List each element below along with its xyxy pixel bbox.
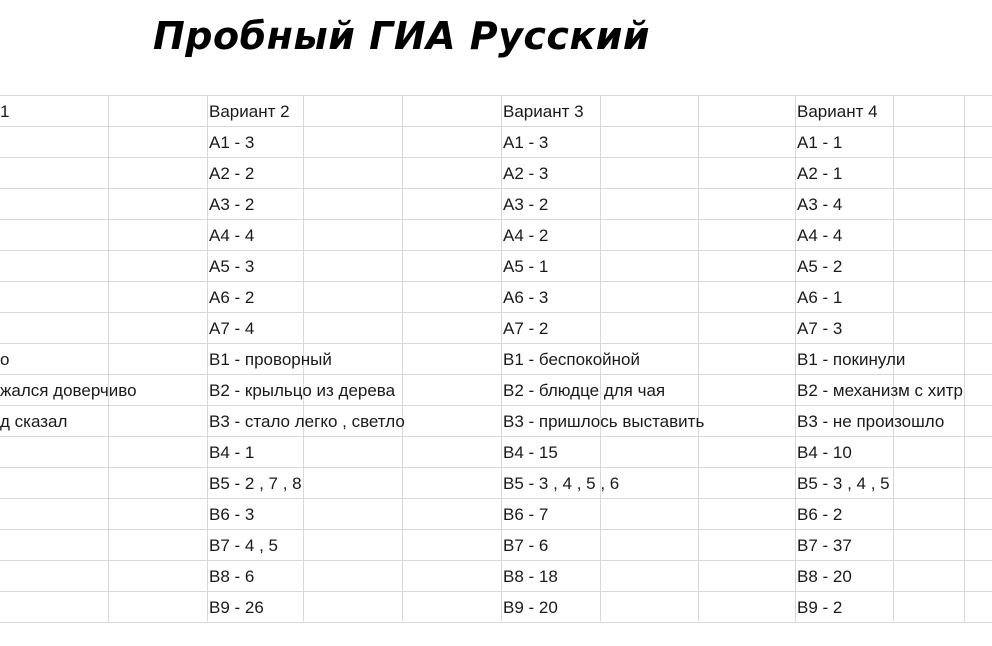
grid-line xyxy=(0,281,992,282)
table-cell: В7 - 6 xyxy=(503,536,549,555)
table-cell: А1 - 3 xyxy=(209,133,255,152)
table-cell: В2 - механизм с хитр xyxy=(797,381,963,400)
grid-line xyxy=(0,312,992,313)
table-cell: д сказал xyxy=(0,412,68,431)
page-title: Пробный ГИА Русский xyxy=(153,14,650,58)
grid-line xyxy=(964,95,965,622)
grid-line xyxy=(0,157,992,158)
table-cell: А6 - 2 xyxy=(209,288,255,307)
table-cell: о xyxy=(0,350,10,369)
table-cell: А4 - 4 xyxy=(797,226,843,245)
table-cell: В6 - 2 xyxy=(797,505,843,524)
column-header: Вариант 3 xyxy=(503,102,584,121)
grid-line xyxy=(0,622,992,623)
table-cell: В4 - 10 xyxy=(797,443,852,462)
table-cell: В3 - стало легко , светло xyxy=(209,412,405,431)
table-cell: А2 - 1 xyxy=(797,164,843,183)
table-cell: В4 - 1 xyxy=(209,443,255,462)
table-cell: А1 - 1 xyxy=(797,133,843,152)
grid-line xyxy=(795,95,796,622)
table-cell: В6 - 7 xyxy=(503,505,549,524)
table-cell: А6 - 1 xyxy=(797,288,843,307)
table-cell: В1 - проворный xyxy=(209,350,332,369)
table-cell: В8 - 18 xyxy=(503,567,558,586)
table-cell: А4 - 4 xyxy=(209,226,255,245)
table-cell: В8 - 6 xyxy=(209,567,255,586)
table-cell: А3 - 2 xyxy=(209,195,255,214)
table-cell: А3 - 2 xyxy=(503,195,549,214)
column-header: Вариант 2 xyxy=(209,102,290,121)
table-cell: В1 - покинули xyxy=(797,350,906,369)
table-cell: В3 - пришлось выставить xyxy=(503,412,705,431)
table-cell: А5 - 3 xyxy=(209,257,255,276)
table-cell: В9 - 26 xyxy=(209,598,264,617)
table-cell: В2 - крыльцо из дерева xyxy=(209,381,396,400)
table-cell: В2 - блюдце для чая xyxy=(503,381,666,400)
grid-line xyxy=(207,95,208,622)
table-cell: В9 - 20 xyxy=(503,598,558,617)
table-cell: А7 - 4 xyxy=(209,319,255,338)
table-cell: А2 - 3 xyxy=(503,164,549,183)
table-cell: А4 - 2 xyxy=(503,226,549,245)
table-cell: В8 - 20 xyxy=(797,567,852,586)
table-cell: В6 - 3 xyxy=(209,505,255,524)
table-cell: В9 - 2 xyxy=(797,598,843,617)
grid-line xyxy=(108,95,109,622)
table-cell: В4 - 15 xyxy=(503,443,558,462)
table-cell: А5 - 2 xyxy=(797,257,843,276)
table-cell: А1 - 3 xyxy=(503,133,549,152)
table-cell: А6 - 3 xyxy=(503,288,549,307)
grid-line xyxy=(501,95,502,622)
grid-line xyxy=(402,95,403,622)
table-cell: жался доверчиво xyxy=(0,381,137,400)
table-cell: В5 - 3 , 4 , 5 xyxy=(797,474,890,493)
column-header: 1 xyxy=(0,102,10,121)
table-cell: В3 - не произошло xyxy=(797,412,945,431)
grid-line xyxy=(0,219,992,220)
table-cell: В7 - 4 , 5 xyxy=(209,536,278,555)
table-cell: А7 - 2 xyxy=(503,319,549,338)
table-cell: А7 - 3 xyxy=(797,319,843,338)
table-cell: В5 - 3 , 4 , 5 , 6 xyxy=(503,474,620,493)
table-cell: В7 - 37 xyxy=(797,536,852,555)
grid-line xyxy=(0,250,992,251)
table-cell: А5 - 1 xyxy=(503,257,549,276)
table-cell: А3 - 4 xyxy=(797,195,843,214)
table-cell: В1 - беспокойной xyxy=(503,350,640,369)
table-cell: А2 - 2 xyxy=(209,164,255,183)
grid-line xyxy=(698,95,699,622)
column-header: Вариант 4 xyxy=(797,102,878,121)
grid-line xyxy=(0,188,992,189)
table-cell: В5 - 2 , 7 , 8 xyxy=(209,474,302,493)
